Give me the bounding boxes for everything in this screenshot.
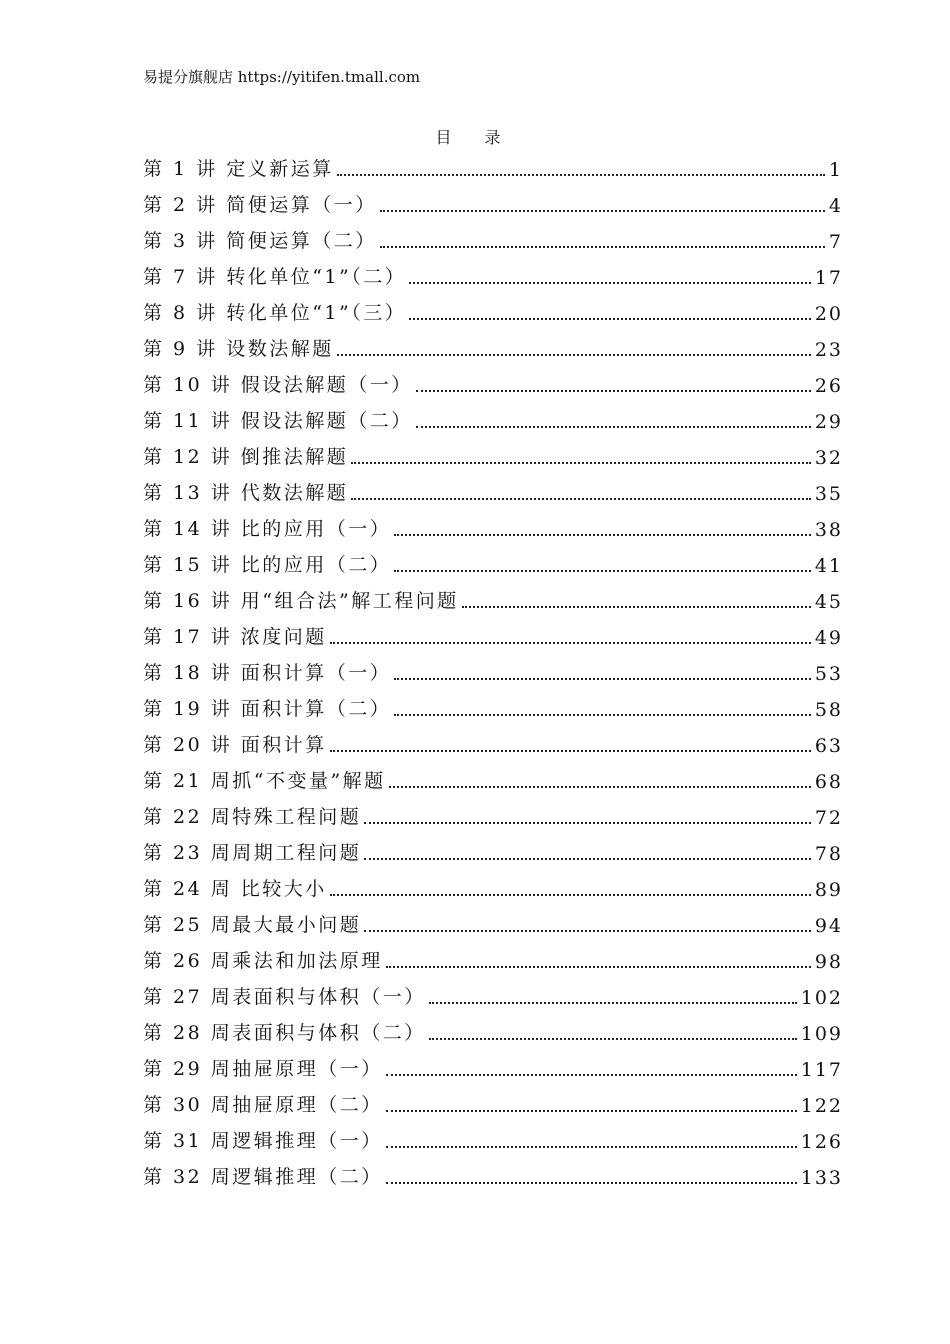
toc-entry-page-number: 1 [828,159,843,181]
toc-dot-leader [330,894,811,896]
toc-entry-page-number: 32 [814,447,843,469]
toc-dot-leader [394,534,811,536]
toc-entry-page-number: 20 [814,303,843,325]
toc-entry-page-number: 23 [814,339,843,361]
toc-title: 目 录 [435,128,515,147]
toc-dot-leader [386,1182,797,1184]
toc-entry-label: 第 19 讲 面积计算（二） [143,698,392,720]
toc-dot-leader [394,714,811,716]
toc-entry-label: 第 1 讲 定义新运算 [143,158,334,180]
toc-entry-label: 第 22 周特殊工程问题 [143,806,362,828]
toc-entry-page-number: 49 [814,627,843,649]
toc-entry-page-number: 78 [814,843,843,865]
toc-dot-leader [351,462,811,464]
toc-entry-label: 第 28 周表面积与体积（二） [143,1022,426,1044]
toc-entry-label: 第 21 周抓“不变量”解题 [143,770,386,792]
toc-dot-leader [429,1038,797,1040]
toc-entry[interactable] [143,151,843,187]
toc-entry[interactable] [143,475,843,511]
toc-dot-leader [364,930,811,932]
toc-dot-leader [380,246,825,248]
toc-entry[interactable] [143,547,843,583]
toc-dot-leader [394,570,811,572]
toc-entry[interactable] [143,835,843,871]
toc-dot-leader [386,1074,797,1076]
toc-dot-leader [416,390,811,392]
toc-entry-label: 第 23 周周期工程问题 [143,842,362,864]
toc-entry[interactable] [143,655,843,691]
toc-entry-page-number: 122 [800,1095,843,1117]
toc-dot-leader [330,750,811,752]
toc-entry-page-number: 7 [828,231,843,253]
toc-entry-page-number: 58 [814,699,843,721]
toc-entry[interactable] [143,511,843,547]
toc-entry-page-number: 68 [814,771,843,793]
toc-entry[interactable] [143,403,843,439]
toc-dot-leader [380,210,825,212]
toc-entry-page-number: 98 [814,951,843,973]
toc-entry-label: 第 32 周逻辑推理（二） [143,1166,383,1188]
toc-entry-page-number: 102 [800,987,843,1009]
toc-entry[interactable] [143,727,843,763]
toc-entry-page-number: 72 [814,807,843,829]
toc-entry-page-number: 109 [800,1023,843,1045]
toc-entry-label: 第 8 讲 转化单位“1”（三） [143,302,407,324]
toc-dot-leader [386,1146,797,1148]
toc-entry-page-number: 29 [814,411,843,433]
toc-entry-label: 第 31 周逻辑推理（一） [143,1130,383,1152]
toc-entry-page-number: 126 [800,1131,843,1153]
toc-entry-label: 第 9 讲 设数法解题 [143,338,334,360]
toc-entry-page-number: 89 [814,879,843,901]
toc-entry-label: 第 17 讲 浓度问题 [143,626,327,648]
toc-entry[interactable] [143,907,843,943]
toc-dot-leader [416,426,811,428]
toc-entry[interactable] [143,295,843,331]
toc-entry[interactable] [143,979,843,1015]
toc-entry-label: 第 20 讲 面积计算 [143,734,327,756]
toc-entry[interactable] [143,619,843,655]
page-header: 易提分旗舰店 https://yitifen.tmall.com [143,68,421,86]
toc-entry[interactable] [143,691,843,727]
toc-entry-label: 第 15 讲 比的应用（二） [143,554,392,576]
toc-entry[interactable] [143,223,843,259]
toc-entry[interactable] [143,1159,843,1195]
toc-dot-leader [409,282,811,284]
toc-entry[interactable] [143,1015,843,1051]
toc-entry-label: 第 2 讲 简便运算（一） [143,194,377,216]
toc-entry-label: 第 30 周抽屉原理（二） [143,1094,383,1116]
toc-entry[interactable] [143,331,843,367]
toc-dot-leader [337,354,811,356]
toc-entry[interactable] [143,1087,843,1123]
toc-entry[interactable] [143,871,843,907]
toc-entry-label: 第 18 讲 面积计算（一） [143,662,392,684]
toc-entry-page-number: 4 [828,195,843,217]
toc-entry-label: 第 13 讲 代数法解题 [143,482,349,504]
toc-entry[interactable] [143,367,843,403]
toc-entry[interactable] [143,1051,843,1087]
toc-entry-label: 第 11 讲 假设法解题（二） [143,410,413,432]
toc-entry-page-number: 63 [814,735,843,757]
toc-entry[interactable] [143,763,843,799]
toc-entry-page-number: 117 [800,1059,843,1081]
toc-entry-label: 第 24 周 比较大小 [143,878,327,900]
toc-entry[interactable] [143,583,843,619]
toc-entry[interactable] [143,439,843,475]
toc-entry-label: 第 12 讲 倒推法解题 [143,446,349,468]
toc-entry-page-number: 133 [800,1167,843,1189]
toc-entry-page-number: 17 [814,267,843,289]
toc-dot-leader [394,678,811,680]
toc-dot-leader [462,606,811,608]
toc-dot-leader [337,174,825,176]
toc-entry-label: 第 14 讲 比的应用（一） [143,518,392,540]
toc-entry-page-number: 26 [814,375,843,397]
toc-entry-label: 第 3 讲 简便运算（二） [143,230,377,252]
toc-entry-label: 第 26 周乘法和加法原理 [143,950,383,972]
toc-entry-page-number: 41 [814,555,843,577]
toc-entry-label: 第 27 周表面积与体积（一） [143,986,426,1008]
toc-entry[interactable] [143,1123,843,1159]
toc-dot-leader [330,642,811,644]
toc-dot-leader [429,1002,797,1004]
toc-dot-leader [389,786,811,788]
toc-entry-label: 第 10 讲 假设法解题（一） [143,374,413,396]
toc-entry-page-number: 35 [814,483,843,505]
toc-entry-page-number: 94 [814,915,843,937]
toc-entry-page-number: 45 [814,591,843,613]
toc-dot-leader [386,966,811,968]
toc-dot-leader [364,822,811,824]
toc-entry-label: 第 25 周最大最小问题 [143,914,362,936]
toc-entry-label: 第 16 讲 用“组合法”解工程问题 [143,590,459,612]
toc-dot-leader [386,1110,797,1112]
toc-entry-page-number: 38 [814,519,843,541]
table-of-contents [143,151,843,1195]
toc-dot-leader [351,498,811,500]
toc-entry[interactable] [143,187,843,223]
toc-entry[interactable] [143,259,843,295]
toc-entry-page-number: 53 [814,663,843,685]
toc-entry-label: 第 29 周抽屉原理（一） [143,1058,383,1080]
toc-dot-leader [409,318,811,320]
toc-entry[interactable] [143,943,843,979]
toc-entry[interactable] [143,799,843,835]
toc-dot-leader [364,858,811,860]
toc-entry-label: 第 7 讲 转化单位“1”（二） [143,266,407,288]
